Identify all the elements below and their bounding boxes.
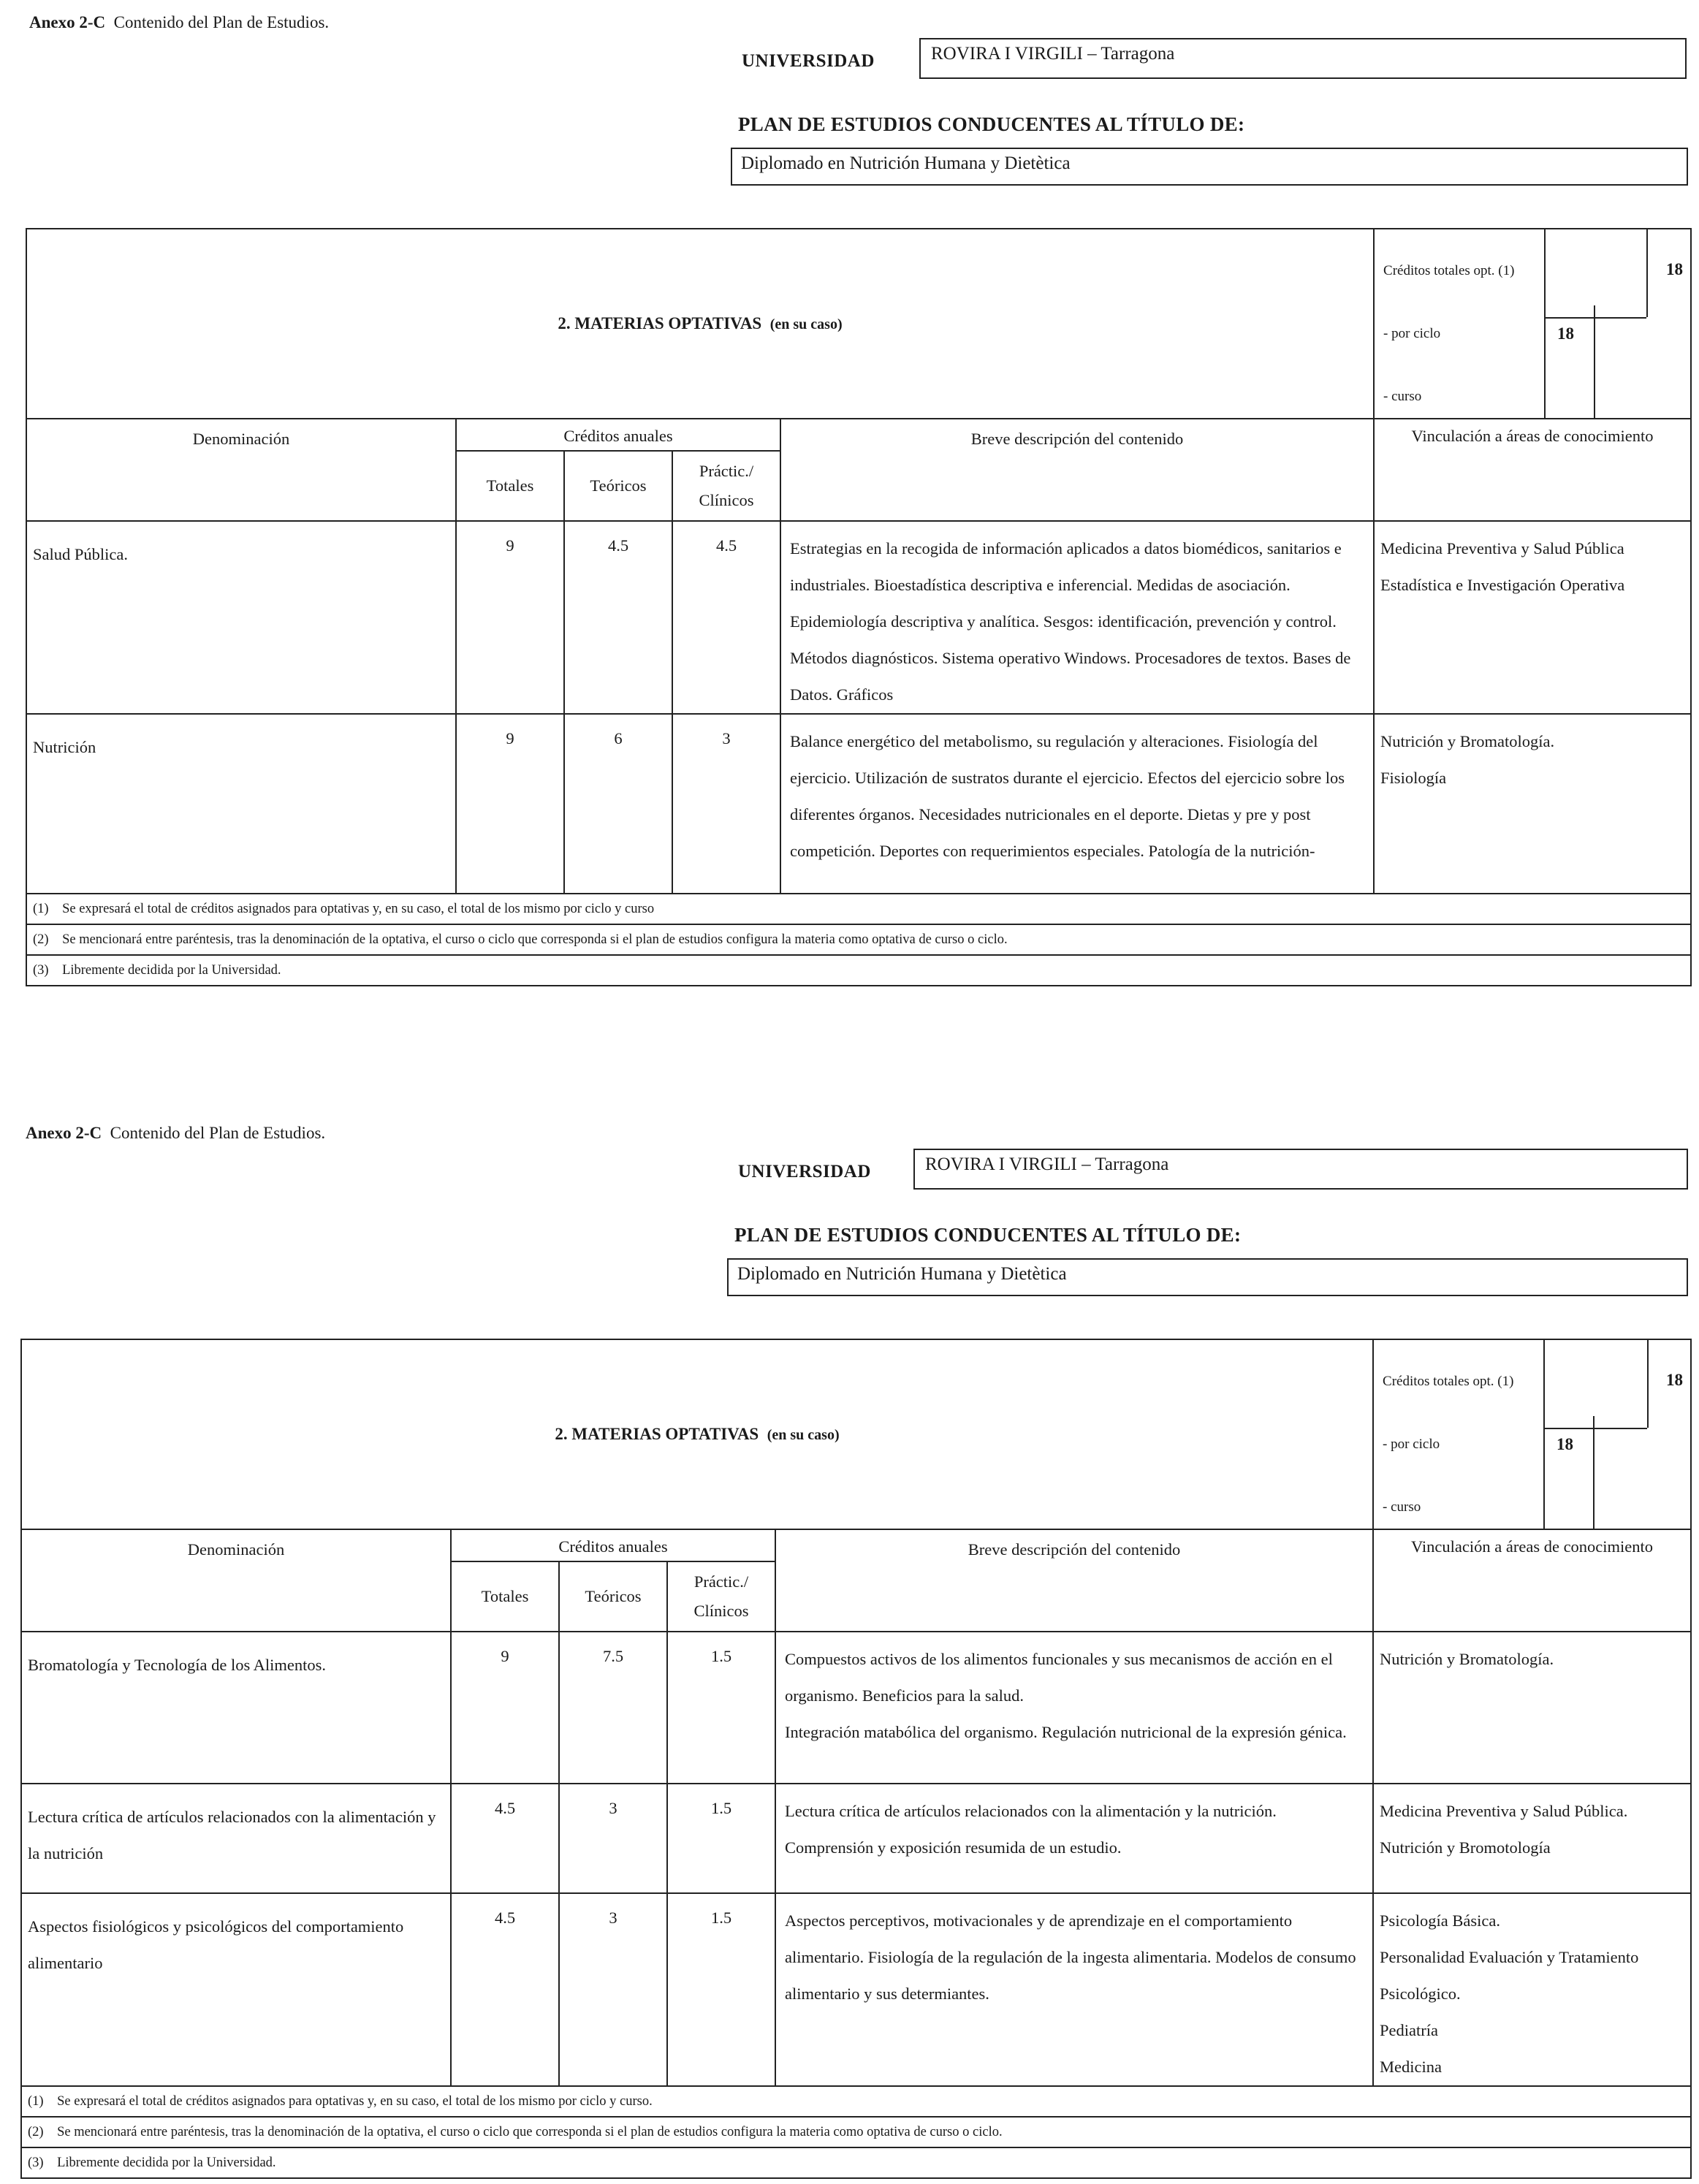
row-areas: Medicina Preventiva y Salud Pública Estadística e Investigación Operativa [1374, 521, 1691, 714]
row-areas: Nutrición y Bromatología. Fisiología [1374, 714, 1691, 894]
row-practicos: 1.5 [667, 1893, 775, 2086]
table-row [26, 521, 1691, 714]
col-teoricos: Teóricos [564, 451, 672, 521]
col-descripcion: Breve descripción del contenido [780, 419, 1374, 521]
row-totales: 4.5 [451, 1784, 559, 1893]
section-title [26, 229, 1374, 419]
annex-label: Anexo 2-C [26, 1124, 102, 1142]
plan-label: PLAN DE ESTUDIOS CONDUCENTES AL TÍTULO DE: [738, 113, 1245, 135]
row-descripcion: Balance energético del metabolismo, su regulación y alteraciones. Fisiología del ejercicio. Utilización de sustratos durante el ejercicio. Efectos del ejercicio sobre los diferentes órganos. Necesidades nutricionales en el deporte. Dietas y pre y post competición. Deportes con requerimientos especiales. Patología de la nutrición- [780, 714, 1374, 894]
table-row [26, 714, 1691, 894]
optativas-table [20, 1339, 1692, 2179]
row-practicos: 1.5 [667, 1632, 775, 1784]
credits-cycle-value: 18 [1557, 1435, 1574, 1453]
credits-course-label: - curso [1383, 389, 1422, 404]
annex-text: Contenido del Plan de Estudios. [110, 1124, 326, 1142]
row-totales: 9 [451, 1632, 559, 1784]
plan-title-field: Diplomado en Nutrición Humana y Dietètica [731, 148, 1688, 186]
section-title [21, 1339, 1373, 1529]
section-title-text: 2. MATERIAS OPTATIVAS [558, 314, 762, 332]
row-totales: 4.5 [451, 1893, 559, 2086]
row-totales: 9 [456, 521, 564, 714]
footnote-2: (2) Se mencionará entre paréntesis, tras la denominación de la optativa, el curso o ciclo que corresponda si el plan de estudios configura la materia como optativa de curso o ciclo. [21, 2117, 1691, 2147]
annex-text: Contenido del Plan de Estudios. [113, 13, 330, 31]
row-denominacion: Lectura crítica de artículos relacionados con la alimentación y la nutrición [21, 1784, 451, 1893]
credits-box [1374, 229, 1691, 419]
row-practicos: 3 [672, 714, 780, 894]
credits-cycle-value: 18 [1557, 324, 1575, 343]
row-descripcion: Compuestos activos de los alimentos funcionales y sus mecanismos de acción en el organismo. Beneficios para la salud. Integración matabólica del organismo. Regulación nutricional de la expresión génica. [775, 1632, 1373, 1784]
footnote-3: (3) Libremente decidida por la Universidad. [26, 955, 1691, 986]
col-denominacion: Denominación [26, 419, 456, 521]
col-denominacion: Denominación [21, 1529, 451, 1632]
credits-box [1373, 1339, 1691, 1529]
row-denominacion: Bromatología y Tecnología de los Alimentos. [21, 1632, 451, 1784]
row-areas: Medicina Preventiva y Salud Pública. Nutrición y Bromotología [1373, 1784, 1691, 1893]
table-row [21, 1893, 1691, 2086]
col-creditos-anuales: Créditos anuales [451, 1529, 775, 1561]
col-descripcion: Breve descripción del contenido [775, 1529, 1373, 1632]
table-row [21, 1784, 1691, 1893]
credits-total-value: 18 [1666, 1371, 1684, 1389]
annex-heading [26, 1124, 325, 1143]
row-teoricos: 7.5 [559, 1632, 667, 1784]
university-field: ROVIRA I VIRGILI – Tarragona [913, 1149, 1688, 1190]
col-practicos: Práctic./ Clínicos [672, 451, 780, 521]
section-subtitle: (en su caso) [767, 1427, 840, 1443]
row-areas: Nutrición y Bromatología. [1373, 1632, 1691, 1784]
credits-cycle-label: - por ciclo [1383, 326, 1441, 341]
row-denominacion: Aspectos fisiológicos y psicológicos del comportamiento alimentario [21, 1893, 451, 2086]
section-subtitle: (en su caso) [769, 316, 843, 332]
credits-course-label: - curso [1383, 1499, 1421, 1515]
credits-total-label: Créditos totales opt. (1) [1383, 1374, 1514, 1389]
university-label: UNIVERSIDAD [742, 51, 875, 71]
row-areas: Psicología Básica. Personalidad Evaluación y Tratamiento Psicológico. Pediatría Medicina [1373, 1893, 1691, 2086]
row-practicos: 4.5 [672, 521, 780, 714]
row-descripcion: Lectura crítica de artículos relacionados con la alimentación y la nutrición. Comprensión y exposición resumida de un estudio. [775, 1784, 1373, 1893]
row-totales: 9 [456, 714, 564, 894]
row-practicos: 1.5 [667, 1784, 775, 1893]
row-denominacion: Nutrición [26, 714, 456, 894]
row-descripcion: Aspectos perceptivos, motivacionales y de aprendizaje en el comportamiento alimentario. Fisiología de la regulación de la ingesta alimentaria. Modelos de consumo alimentario y sus determiantes. [775, 1893, 1373, 2086]
credits-total-value: 18 [1666, 260, 1684, 278]
col-teoricos: Teóricos [559, 1561, 667, 1632]
row-descripcion: Estrategias en la recogida de información aplicados a datos biomédicos, sanitarios e industriales. Bioestadística descriptiva e inferencial. Medidas de asociación. Epidemiología descriptiva y analítica. Sesgos: identificación, prevención y control. Métodos diagnósticos. Sistema operativo Windows. Procesadores de textos. Bases de Datos. Gráficos [780, 521, 1374, 714]
row-teoricos: 3 [559, 1784, 667, 1893]
col-vinculacion: Vinculación a áreas de conocimiento [1374, 419, 1691, 521]
section-title-text: 2. MATERIAS OPTATIVAS [555, 1425, 759, 1443]
plan-label: PLAN DE ESTUDIOS CONDUCENTES AL TÍTULO DE: [734, 1224, 1242, 1246]
plan-title-field: Diplomado en Nutrición Humana y Dietètica [727, 1258, 1688, 1296]
annex-heading [29, 13, 329, 32]
university-label: UNIVERSIDAD [738, 1162, 871, 1182]
col-vinculacion: Vinculación a áreas de conocimiento [1373, 1529, 1691, 1632]
col-totales: Totales [451, 1561, 559, 1632]
col-creditos-anuales: Créditos anuales [456, 419, 780, 451]
optativas-table [26, 228, 1692, 986]
table-row [21, 1632, 1691, 1784]
row-teoricos: 6 [564, 714, 672, 894]
row-denominacion: Salud Pública. [26, 521, 456, 714]
row-teoricos: 4.5 [564, 521, 672, 714]
footnote-2: (2) Se mencionará entre paréntesis, tras la denominación de la optativa, el curso o ciclo que corresponda si el plan de estudios configura la materia como optativa de curso o ciclo. [26, 924, 1691, 955]
row-teoricos: 3 [559, 1893, 667, 2086]
footnote-1: (1) Se expresará el total de créditos asignados para optativas y, en su caso, el total de los mismo por ciclo y curso [26, 894, 1691, 924]
footnote-3: (3) Libremente decidida por la Universidad. [21, 2147, 1691, 2178]
university-field: ROVIRA I VIRGILI – Tarragona [919, 38, 1687, 79]
annex-label: Anexo 2-C [29, 13, 106, 31]
col-practicos: Práctic./ Clínicos [667, 1561, 775, 1632]
credits-total-label: Créditos totales opt. (1) [1383, 263, 1515, 278]
col-totales: Totales [456, 451, 564, 521]
footnote-1: (1) Se expresará el total de créditos asignados para optativas y, en su caso, el total de los mismo por ciclo y curso. [21, 2086, 1691, 2117]
credits-cycle-label: - por ciclo [1383, 1437, 1440, 1452]
